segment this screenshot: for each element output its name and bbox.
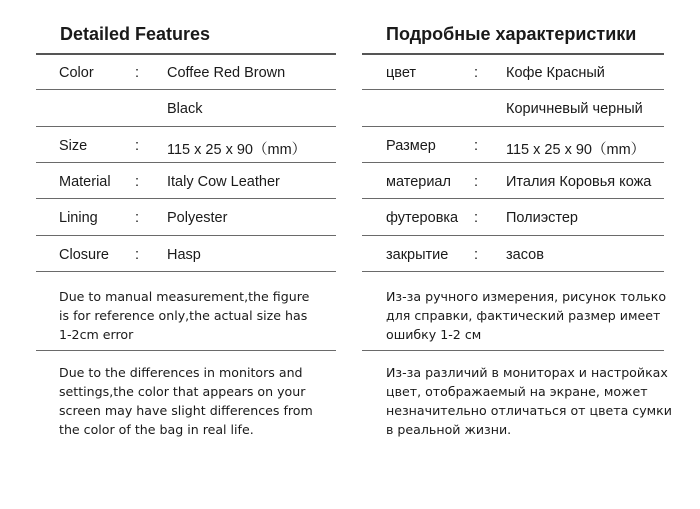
divider xyxy=(362,162,664,163)
row-label-lining: футеровка xyxy=(386,210,459,226)
divider xyxy=(36,350,336,351)
divider xyxy=(36,89,336,90)
divider xyxy=(36,53,336,55)
divider xyxy=(362,350,664,351)
divider xyxy=(362,271,664,272)
color-disclaimer-note: Due to the differences in monitors and settings,the color that appears on your screen may have slight differences from the color of the bag in real life. xyxy=(59,365,313,437)
divider xyxy=(362,89,664,90)
panel-title: Detailed Features xyxy=(60,24,211,44)
divider xyxy=(36,235,336,236)
row-separator: : xyxy=(474,210,479,226)
row-value-material: Italy Cow Leather xyxy=(167,174,280,190)
row-value-color: Кофе Красный xyxy=(506,65,605,81)
divider xyxy=(36,126,336,127)
row-value-closure: Hasp xyxy=(167,247,201,263)
row-label-size: Size xyxy=(59,138,88,154)
divider xyxy=(36,162,336,163)
row-separator: : xyxy=(474,247,479,263)
row-separator: : xyxy=(474,138,479,154)
row-value-closure: засов xyxy=(506,247,544,263)
row-separator: : xyxy=(135,138,140,154)
panel-title: Подробные характеристики xyxy=(386,24,637,44)
divider xyxy=(36,271,336,272)
row-value-size: 115 x 25 x 90（mm） xyxy=(167,142,307,158)
color-disclaimer-note: Из-за различий в мониторах и настройках цвет, отображаемый на экране, может незначительно отличаться от цвета сумки в реальной жизни. xyxy=(386,365,672,437)
row-separator: : xyxy=(135,174,140,190)
divider xyxy=(362,235,664,236)
row-label-material: материал xyxy=(386,174,451,190)
divider xyxy=(362,126,664,127)
row-value-size: 115 x 25 x 90（mm） xyxy=(506,142,646,158)
measurement-note: Due to manual measurement,the figure is for reference only,the actual size has 1-2cm error xyxy=(59,289,310,342)
row-label-size: Размер xyxy=(386,138,436,154)
row-value-color-cont: Коричневый черный xyxy=(506,101,643,117)
row-separator: : xyxy=(135,247,140,263)
row-value-color: Coffee Red Brown xyxy=(167,65,286,81)
row-value-lining: Полиэстер xyxy=(506,210,578,226)
row-separator: : xyxy=(135,210,140,226)
row-label-material: Material xyxy=(59,174,111,190)
row-label-closure: закрытие xyxy=(386,247,449,263)
divider xyxy=(36,198,336,199)
row-value-lining: Polyester xyxy=(167,210,228,226)
row-label-color: цвет xyxy=(386,65,417,81)
row-separator: : xyxy=(474,174,479,190)
measurement-note: Из-за ручного измерения, рисунок только для справки, фактический размер имеет ошибку 1-2 см xyxy=(386,289,667,342)
divider xyxy=(362,198,664,199)
row-label-lining: Lining xyxy=(59,210,98,226)
row-label-closure: Closure xyxy=(59,247,109,263)
row-separator: : xyxy=(135,65,140,81)
divider xyxy=(362,53,664,55)
row-value-material: Италия Коровья кожа xyxy=(506,174,652,190)
row-label-color: Color xyxy=(59,65,94,81)
row-value-color-cont: Black xyxy=(167,101,203,117)
row-separator: : xyxy=(474,65,479,81)
